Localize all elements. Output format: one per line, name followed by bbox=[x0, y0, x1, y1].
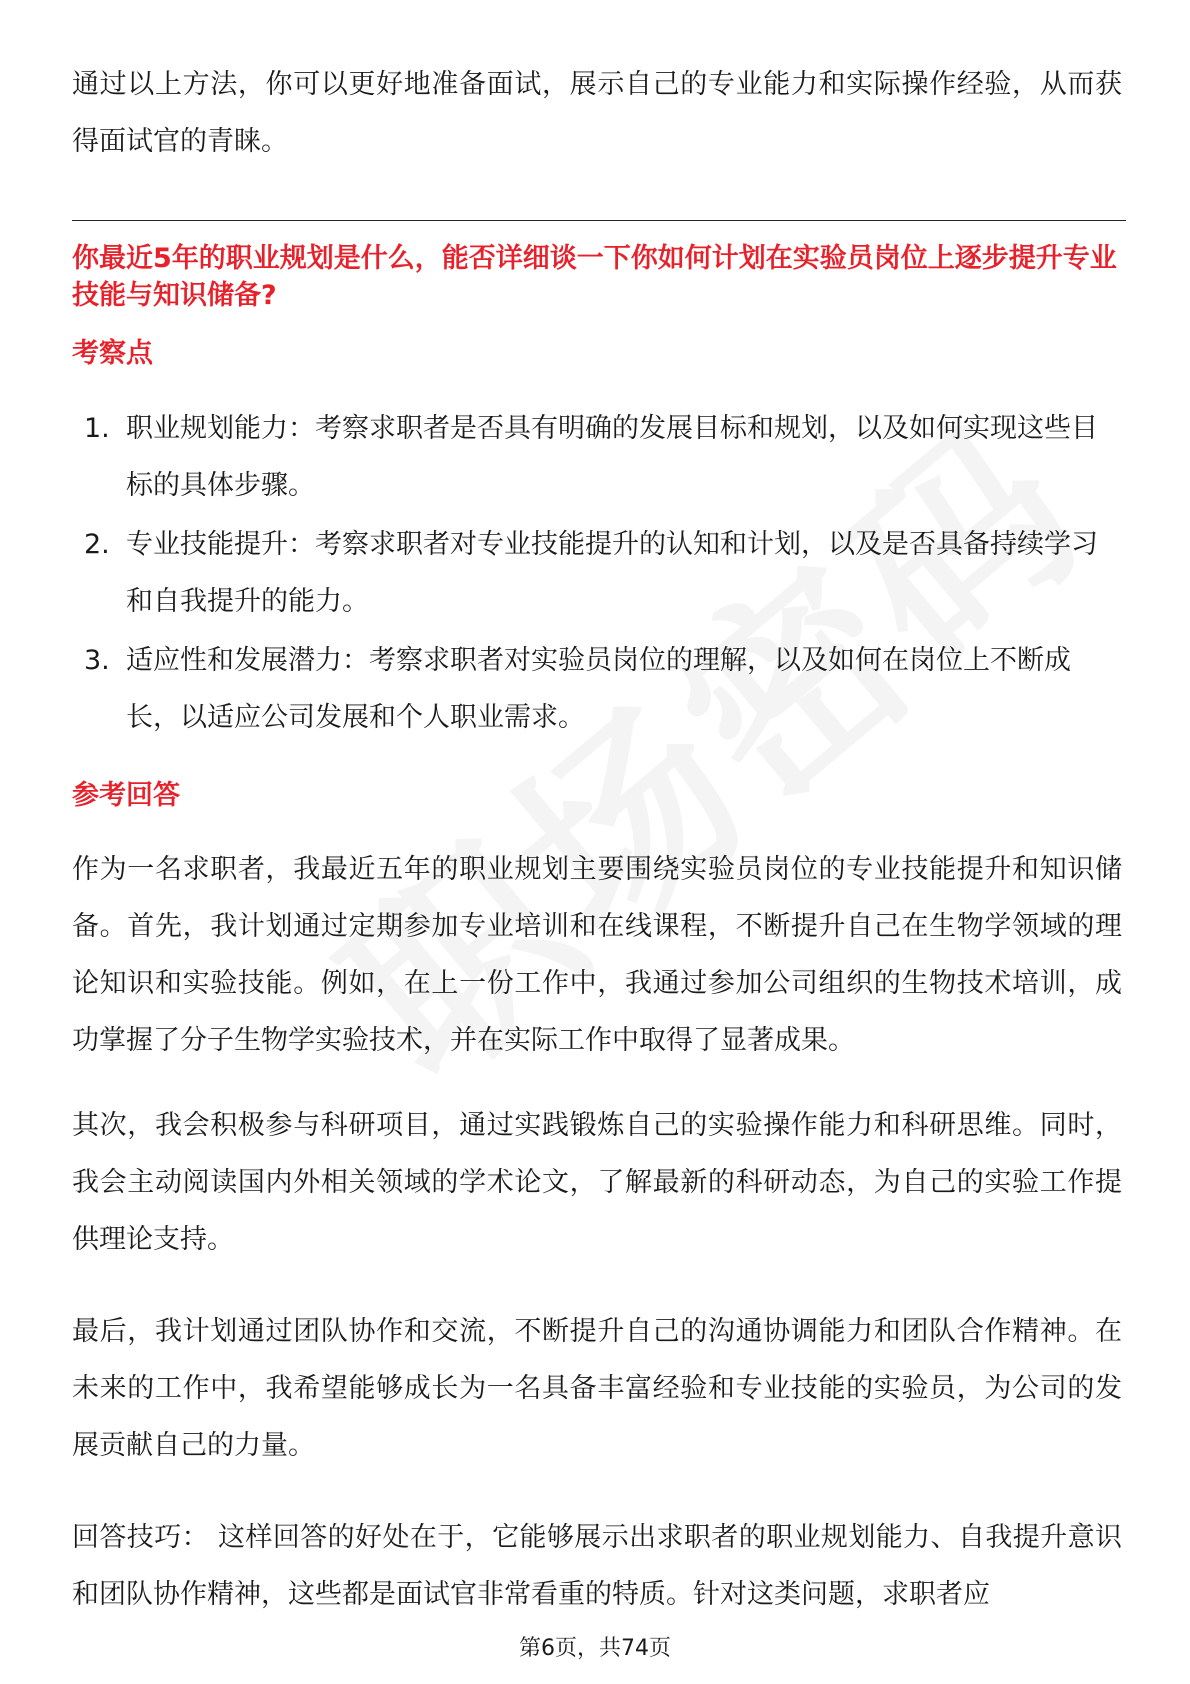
question-heading: 你最近5年的职业规划是什么，能否详细谈一下你如何计划在实验员岗位上逐步提升专业技能与知识储备? bbox=[72, 243, 1117, 311]
list-item-text: 职业规划能力：考察求职者是否具有明确的发展目标和规划，以及如何实现这些目标的具体步骤。 bbox=[126, 413, 1098, 501]
list-item bbox=[72, 400, 1122, 514]
page-number-footer: 第6页，共74页 bbox=[519, 1636, 671, 1661]
list-item bbox=[72, 516, 1122, 630]
list-item-number: 3. bbox=[84, 645, 110, 676]
list-item-number: 2. bbox=[84, 529, 110, 560]
section-divider bbox=[72, 220, 1126, 221]
answer-paragraph-3: 最后，我计划通过团队协作和交流，不断提升自己的沟通协调能力和团队合作精神。在未来的工作中，我希望能够成长为一名具备丰富经验和专业技能的实验员，为公司的发展贡献自己的力量。 bbox=[72, 1316, 1122, 1461]
list-item-text: 专业技能提升：考察求职者对专业技能提升的认知和计划，以及是否具备持续学习和自我提升的能力。 bbox=[126, 529, 1098, 617]
reference-answer-heading: 参考回答 bbox=[72, 780, 180, 811]
answer-paragraph-1: 作为一名求职者，我最近五年的职业规划主要围绕实验员岗位的专业技能提升和知识储备。首先，我计划通过定期参加专业培训和在线课程，不断提升自己在生物学领域的理论知识和实验技能。例如，在上一份工作中，我通过参加公司组织的生物技术培训，成功掌握了分子生物学实验技术，并在实际工作中取得了显著成果。 bbox=[72, 854, 1122, 1056]
answer-tips-paragraph: 回答技巧： 这样回答的好处在于，它能够展示出求职者的职业规划能力、自我提升意识和团队协作精神，这些都是面试官非常看重的特质。针对这类问题，求职者应 bbox=[72, 1522, 1122, 1610]
list-item-number: 1. bbox=[84, 413, 110, 444]
list-item-text: 适应性和发展潜力：考察求职者对实验员岗位的理解，以及如何在岗位上不断成长，以适应公司发展和个人职业需求。 bbox=[126, 645, 1071, 733]
intro-paragraph: 通过以上方法，你可以更好地准备面试，展示自己的专业能力和实际操作经验，从而获得面试官的青睐。 bbox=[72, 69, 1122, 157]
answer-paragraph-2: 其次，我会积极参与科研项目，通过实践锻炼自己的实验操作能力和科研思维。同时，我会主动阅读国内外相关领域的学术论文，了解最新的科研动态，为自己的实验工作提供理论支持。 bbox=[72, 1110, 1122, 1255]
assessment-points-list bbox=[72, 400, 1122, 748]
assessment-points-heading: 考察点 bbox=[72, 338, 153, 369]
list-item bbox=[72, 632, 1122, 746]
